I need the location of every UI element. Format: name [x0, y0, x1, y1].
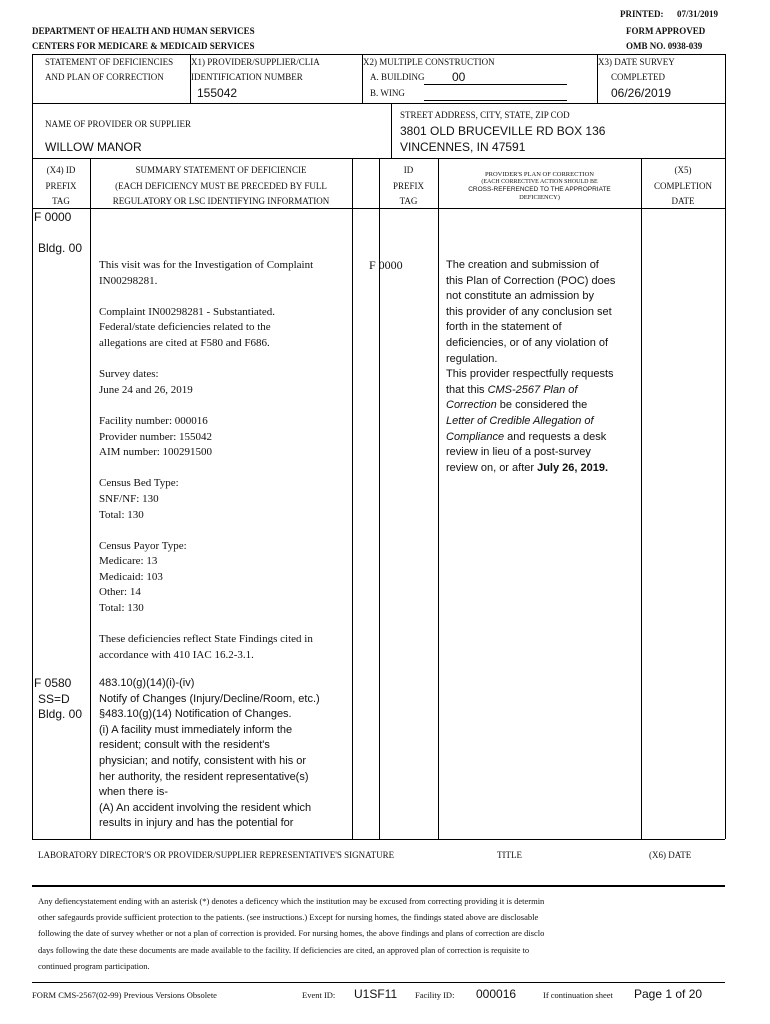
- plan-line-part: review on, or after: [446, 461, 538, 474]
- x4-header-2: PREFIX: [45, 181, 77, 191]
- x1-label-1: X1) PROVIDER/SUPPLIER/CLIA: [191, 57, 320, 67]
- plan-line: [446, 414, 638, 430]
- building-value: 00: [452, 70, 466, 84]
- f0580-line: physician; and notify, consistent with his or: [99, 754, 307, 767]
- f0580-line: 483.10(g)(14)(i)-(iv): [99, 677, 195, 689]
- centers-name: CENTERS FOR MEDICARE & MEDICAID SERVICES: [32, 41, 255, 51]
- plan-header-2: (EACH CORRECTIVE ACTION SHOULD BE: [481, 179, 598, 185]
- col-divider-1: [90, 158, 91, 839]
- plan-line: not constitute an admission by: [446, 290, 594, 303]
- summary-line: Medicaid: 103: [99, 570, 163, 583]
- id-header-1: ID: [403, 165, 414, 175]
- bldg-label: Bldg. 00: [38, 241, 83, 255]
- form-approved: FORM APPROVED: [626, 26, 706, 36]
- plan-tag-f0000: F 0000: [369, 258, 403, 272]
- header-mid-rule: [32, 103, 725, 104]
- summary-line: This visit was for the Investigation of Complaint: [99, 259, 314, 271]
- summary-line: These deficiencies reflect State Findings cited in: [99, 633, 313, 646]
- plan-line: this Plan of Correction (POC) does: [446, 274, 616, 287]
- x3-label-2: COMPLETED: [611, 72, 665, 82]
- event-id: U1SF11: [354, 987, 398, 1001]
- plan-line-italic: CMS-2567 Plan of: [487, 383, 578, 396]
- wing-label: B. WING: [370, 88, 405, 98]
- provider-name-label: NAME OF PROVIDER OR SUPPLIER: [45, 119, 192, 129]
- statement-label-1: STATEMENT OF DEFICIENCIES: [45, 57, 174, 67]
- event-id-label: Event ID:: [302, 990, 336, 1000]
- f0580-line: (A) An accident involving the resident which: [99, 801, 312, 814]
- summary-line: Provider number: 155042: [99, 430, 213, 443]
- summary-header-2: (EACH DEFICIENCY MUST BE PRECEDED BY FULL: [115, 181, 327, 191]
- department-name: DEPARTMENT OF HEALTH AND HUMAN SERVICES: [32, 26, 255, 36]
- f0580-line: when there is-: [99, 786, 169, 799]
- plan-header-3: CROSS-REFERENCED TO THE APPROPRIATE: [468, 186, 611, 193]
- disclaimer-line: days following the date these documents are made available to the facility. If deficiencies are cited, an approved plan of correction is requisite to: [38, 944, 530, 955]
- provider-name: WILLOW MANOR: [45, 140, 142, 154]
- x4-header-1: (X4) ID: [46, 165, 76, 175]
- tag-f0000: F 0000: [34, 210, 72, 224]
- building-label: A. BUILDING: [370, 72, 425, 82]
- bldg-label-2: Bldg. 00: [38, 707, 83, 721]
- table-left-border: [32, 54, 33, 839]
- address-line-2: VINCENNES, IN 47591: [400, 140, 526, 154]
- summary-paragraph: [99, 258, 351, 289]
- disclaimer: [38, 893, 723, 974]
- plan-line: [446, 383, 638, 399]
- plan-line-italic: Letter of Credible Allegation of: [446, 414, 594, 427]
- plan-line: deficiencies, or of any violation of: [446, 336, 609, 349]
- plan-line: [446, 430, 638, 446]
- summary-line: Facility number: 000016: [99, 414, 208, 427]
- summary-line: allegations are cited at F580 and F686.: [99, 336, 270, 349]
- form-number: FORM CMS-2567(02-99) Previous Versions Obsolete: [32, 990, 217, 1000]
- summary-line: Survey dates:: [99, 368, 159, 381]
- x3-label-1: X3) DATE SURVEY: [598, 57, 675, 67]
- plan-of-correction-text: [446, 258, 638, 476]
- plan-line: [446, 398, 638, 414]
- x4-header-3: TAG: [52, 196, 70, 206]
- summary-paragraph: [99, 476, 351, 523]
- title-label: TITLE: [497, 850, 522, 860]
- f0580-line: §483.10(g)(14) Notification of Changes.: [99, 708, 292, 721]
- x5-header-1: (X5): [674, 165, 692, 175]
- plan-header-1: PROVIDER'S PLAN OF CORRECTION: [485, 171, 594, 178]
- continuation-label: If continuation sheet: [543, 990, 613, 1000]
- plan-line-part: be considered the: [496, 399, 588, 412]
- signature-label: LABORATORY DIRECTOR'S OR PROVIDER/SUPPLIER REPRESENTATIVE'S SIGNATURE: [38, 850, 395, 860]
- summary-line: Federal/state deficiencies related to the: [99, 321, 271, 334]
- plan-header-4: DEFICIENCY): [519, 194, 560, 201]
- plan-line: this provider of any conclusion set: [446, 305, 612, 318]
- id-header-2: PREFIX: [392, 181, 424, 191]
- summary-line: Complaint IN00298281 - Substantiated.: [99, 305, 275, 318]
- summary-line: Other: 14: [99, 586, 141, 599]
- f0580-line: her authority, the resident representative(s): [99, 770, 309, 783]
- disclaimer-line: following the date of survey whether or not a plan of correction is provided. For nursing homes, the above findings and plans of correction are disclo: [38, 928, 545, 939]
- summary-line: Census Payor Type:: [99, 539, 187, 552]
- f0580-line: results in injury and has the potential for: [99, 817, 294, 830]
- page-number: Page 1 of 20: [634, 987, 703, 1001]
- survey-date: 06/26/2019: [611, 86, 672, 100]
- plan-line: regulation.: [446, 352, 498, 365]
- summary-header-1: SUMMARY STATEMENT OF DEFICIENCIE: [135, 165, 307, 175]
- scope-severity: SS=D: [38, 692, 70, 706]
- plan-line: This provider respectfully requests: [446, 368, 614, 381]
- plan-line-italic: Compliance: [446, 430, 505, 443]
- tag-f0580: F 0580: [34, 676, 72, 690]
- facility-id-label: Facility ID:: [415, 990, 455, 1000]
- summary-paragraph: [99, 367, 351, 398]
- summary-line: IN00298281.: [99, 274, 158, 287]
- f0580-line: (i) A facility must immediately inform the: [99, 723, 293, 736]
- building-underline: [424, 84, 567, 85]
- disclaimer-bottom-rule: [32, 982, 725, 983]
- address-label: STREET ADDRESS, CITY, STATE, ZIP COD: [400, 110, 570, 120]
- signature-rule: [32, 885, 725, 887]
- header-top-rule: [32, 54, 725, 55]
- omb-number: OMB NO. 0938-039: [626, 41, 703, 51]
- f0580-text: [99, 676, 351, 832]
- plan-line-part: that this: [446, 383, 488, 396]
- summary-paragraph: [99, 305, 351, 352]
- summary-line: SNF/NF: 130: [99, 492, 159, 505]
- clia-number: 155042: [197, 86, 238, 100]
- summary-line: accordance with 410 IAC 16.2-3.1.: [99, 648, 254, 661]
- x1-label-2: IDENTIFICATION NUMBER: [191, 72, 303, 82]
- x5-header-2: COMPLETION: [654, 181, 712, 191]
- summary-line: Census Bed Type:: [99, 477, 179, 490]
- summary-paragraph: [99, 632, 351, 663]
- summary-paragraph: [99, 539, 351, 617]
- summary-line: AIM number: 100291500: [99, 446, 213, 459]
- col-divider-5: [641, 158, 642, 839]
- table-right-border: [725, 54, 726, 839]
- plan-line: forth in the statement of: [446, 321, 562, 334]
- plan-line: review in lieu of a post-survey: [446, 446, 591, 459]
- summary-paragraph: [99, 414, 351, 461]
- x5-header-3: DATE: [671, 196, 695, 206]
- provider-address-divider: [391, 103, 392, 158]
- summary-text: [99, 258, 351, 663]
- summary-line: Total: 130: [99, 602, 144, 615]
- summary-header-3: REGULATORY OR LSC IDENTIFYING INFORMATION: [112, 196, 330, 206]
- printed-label: PRINTED:: [620, 9, 664, 19]
- plan-line: [446, 461, 638, 477]
- id-header-3: TAG: [399, 196, 418, 206]
- disclaimer-line: continued program participation.: [38, 960, 150, 971]
- disclaimer-line: other safegaurds provide sufficient protection to the patients. (see instructions.) Except for nursing homes, the findings stated above are disclosable: [38, 912, 539, 923]
- printed-date: 07/31/2019: [677, 9, 719, 19]
- col-divider-4: [438, 158, 439, 839]
- summary-line: Medicare: 13: [99, 555, 158, 568]
- summary-line: Total: 130: [99, 508, 144, 521]
- x6-date-label: (X6) DATE: [649, 850, 692, 860]
- plan-line-bold: July 26, 2019.: [537, 461, 609, 474]
- x2-label: X2) MULTIPLE CONSTRUCTION: [363, 57, 495, 67]
- disclaimer-line: Any defiencystatement ending with an asterisk (*) denotes a deficency which the institution may be excused from correcting providing it is determin: [38, 896, 545, 906]
- plan-line: The creation and submission of: [446, 259, 599, 271]
- statement-label-2: AND PLAN OF CORRECTION: [45, 72, 164, 82]
- col-divider-2: [352, 158, 353, 839]
- f0580-line: Notify of Changes (Injury/Decline/Room, etc.): [99, 692, 320, 705]
- table-bottom-rule: [32, 839, 725, 840]
- facility-id: 000016: [476, 987, 517, 1001]
- plan-line-italic: Correction: [446, 399, 497, 412]
- plan-line-part: and requests a desk: [504, 430, 607, 443]
- summary-line: June 24 and 26, 2019: [99, 383, 193, 396]
- f0580-line: resident; consult with the resident's: [99, 739, 270, 752]
- address-line-1: 3801 OLD BRUCEVILLE RD BOX 136: [400, 124, 606, 138]
- wing-underline: [424, 100, 567, 101]
